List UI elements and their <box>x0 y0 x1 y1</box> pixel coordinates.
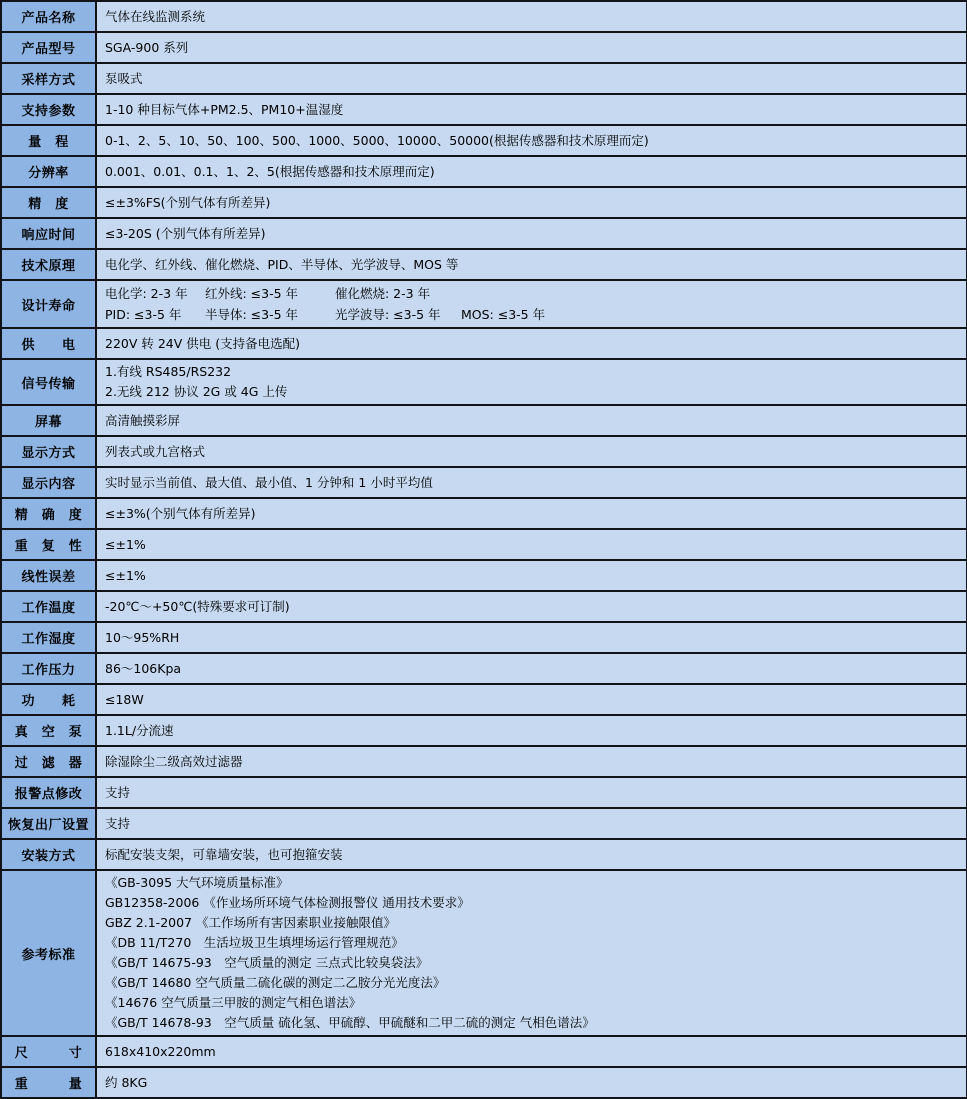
spec-value-text: 1-10 种目标气体+PM2.5、PM10+温湿度 <box>105 101 344 117</box>
spec-value-line: 2.无线 212 协议 2G 或 4G 上传 <box>105 384 288 399</box>
spec-value <box>97 654 966 683</box>
spec-grid-cell: 催化燃烧: 2-3 年 <box>335 286 431 301</box>
spec-grid-cell: 半导体: ≤3-5 年 <box>205 307 299 322</box>
spec-value <box>97 437 966 466</box>
spec-value <box>97 592 966 621</box>
spec-label: 显示方式 <box>2 437 97 466</box>
spec-value-text: ≤±3%(个别气体有所差异) <box>105 505 256 521</box>
spec-row <box>2 281 966 329</box>
spec-label: 参考标准 <box>2 871 97 1035</box>
spec-row <box>2 685 966 716</box>
spec-row <box>2 95 966 126</box>
spec-value-text: ≤±3%FS(个别气体有所差异) <box>105 194 271 210</box>
spec-row <box>2 747 966 778</box>
spec-row <box>2 406 966 437</box>
spec-value <box>97 778 966 807</box>
spec-row <box>2 592 966 623</box>
spec-value <box>97 1037 966 1066</box>
spec-label: 功 耗 <box>2 685 97 714</box>
spec-value <box>97 188 966 217</box>
spec-row <box>2 360 966 406</box>
spec-label: 设计寿命 <box>2 281 97 327</box>
spec-value-text: 支持 <box>105 815 131 831</box>
spec-row <box>2 468 966 499</box>
spec-value-text: 220V 转 24V 供电 (支持备电选配) <box>105 335 301 351</box>
spec-value-text: -20℃～+50℃(特殊要求可订制) <box>105 598 290 614</box>
spec-value <box>97 329 966 358</box>
spec-row <box>2 623 966 654</box>
spec-value <box>97 685 966 714</box>
spec-value <box>97 468 966 497</box>
spec-value-text: 10～95%RH <box>105 629 180 645</box>
spec-value <box>97 499 966 528</box>
spec-label: 产品名称 <box>2 2 97 31</box>
spec-value <box>97 219 966 248</box>
spec-label: 分辨率 <box>2 157 97 186</box>
spec-value <box>97 281 966 327</box>
spec-value-text: 0-1、2、5、10、50、100、500、1000、5000、10000、50000(根据传感器和技术原理而定) <box>105 132 649 148</box>
spec-value <box>97 250 966 279</box>
spec-value <box>97 809 966 838</box>
spec-label: 重 复 性 <box>2 530 97 559</box>
spec-value <box>97 561 966 590</box>
spec-row <box>2 250 966 281</box>
spec-value <box>97 157 966 186</box>
spec-value-line: GBZ 2.1-2007 《工作场所有害因素职业接触限值》 <box>105 915 396 930</box>
spec-grid-cell: 电化学: 2-3 年 <box>105 286 188 301</box>
spec-label: 量 程 <box>2 126 97 155</box>
spec-label: 尺 寸 <box>2 1037 97 1066</box>
spec-row <box>2 33 966 64</box>
spec-label: 线性误差 <box>2 561 97 590</box>
spec-row <box>2 329 966 360</box>
spec-label: 重 量 <box>2 1068 97 1097</box>
spec-value <box>97 33 966 62</box>
spec-value-text: 618x410x220mm <box>105 1043 216 1059</box>
spec-value-line: 《14676 空气质量三甲胺的测定气相色谱法》 <box>105 995 362 1010</box>
spec-row <box>2 437 966 468</box>
spec-value-text: 列表式或九宫格式 <box>105 443 206 459</box>
spec-value-text: ≤±1% <box>105 536 146 552</box>
spec-label: 精 度 <box>2 188 97 217</box>
spec-label: 恢复出厂设置 <box>2 809 97 838</box>
spec-value-text: 实时显示当前值、最大值、最小值、1 分钟和 1 小时平均值 <box>105 474 433 490</box>
spec-value-line: 《DB 11/T270 生活垃圾卫生填埋场运行管理规范》 <box>105 935 404 950</box>
spec-value-text: 支持 <box>105 784 131 800</box>
spec-value-line: 《GB/T 14678-93 空气质量 硫化氢、甲硫醇、甲硫醚和二甲二硫的测定 气相色谱法》 <box>105 1015 595 1030</box>
spec-value <box>97 871 966 1035</box>
spec-row <box>2 654 966 685</box>
spec-label: 支持参数 <box>2 95 97 124</box>
spec-grid-cell: 红外线: ≤3-5 年 <box>205 286 299 301</box>
spec-value-text: 0.001、0.01、0.1、1、2、5(根据传感器和技术原理而定) <box>105 163 435 179</box>
spec-value-text: 电化学、红外线、催化燃烧、PID、半导体、光学波导、MOS 等 <box>105 256 459 272</box>
spec-value-line: 《GB/T 14675-93 空气质量的测定 三点式比较臭袋法》 <box>105 955 429 970</box>
spec-value <box>97 840 966 869</box>
spec-value <box>97 64 966 93</box>
spec-value <box>97 747 966 776</box>
spec-row <box>2 561 966 592</box>
spec-value-text: 标配安装支架，可靠墙安装，也可抱箍安装 <box>105 846 343 862</box>
spec-label: 精 确 度 <box>2 499 97 528</box>
spec-value-text: 约 8KG <box>105 1074 148 1090</box>
spec-value <box>97 623 966 652</box>
spec-row <box>2 716 966 747</box>
spec-value-text: 泵吸式 <box>105 70 143 86</box>
spec-label: 过 滤 器 <box>2 747 97 776</box>
spec-grid-cell: MOS: ≤3-5 年 <box>461 307 546 322</box>
spec-value-text: 高清触摸彩屏 <box>105 412 181 428</box>
spec-value <box>97 716 966 745</box>
spec-row <box>2 530 966 561</box>
spec-label: 信号传输 <box>2 360 97 404</box>
spec-row <box>2 64 966 95</box>
spec-value <box>97 2 966 31</box>
spec-value <box>97 530 966 559</box>
spec-value <box>97 95 966 124</box>
spec-row <box>2 157 966 188</box>
spec-value-text: 1.1L/分流速 <box>105 722 174 738</box>
spec-value-text: ≤3-20S (个别气体有所差异) <box>105 225 266 241</box>
spec-value <box>97 126 966 155</box>
spec-label: 报警点修改 <box>2 778 97 807</box>
spec-value-line: GB12358-2006 《作业场所环境气体检测报警仪 通用技术要求》 <box>105 895 470 910</box>
spec-label: 响应时间 <box>2 219 97 248</box>
spec-value-line: 《GB/T 14680 空气质量二硫化碳的测定二乙胺分光光度法》 <box>105 975 446 990</box>
spec-label: 工作压力 <box>2 654 97 683</box>
spec-grid-cell: PID: ≤3-5 年 <box>105 307 182 322</box>
spec-label: 工作温度 <box>2 592 97 621</box>
spec-value-text: 气体在线监测系统 <box>105 8 206 24</box>
spec-value <box>97 1068 966 1097</box>
spec-row <box>2 499 966 530</box>
spec-label: 屏幕 <box>2 406 97 435</box>
spec-label: 产品型号 <box>2 33 97 62</box>
spec-row <box>2 1037 966 1068</box>
spec-value-line: 1.有线 RS485/RS232 <box>105 364 232 379</box>
spec-value-text: ≤18W <box>105 691 144 707</box>
spec-value-text: ≤±1% <box>105 567 146 583</box>
spec-value-line <box>105 304 964 325</box>
spec-value-text: SGA-900 系列 <box>105 39 189 55</box>
spec-grid-cell: 光学波导: ≤3-5 年 <box>335 307 441 322</box>
spec-value-text: 除湿除尘二级高效过滤器 <box>105 753 243 769</box>
spec-row <box>2 219 966 250</box>
spec-row <box>2 809 966 840</box>
spec-label: 供 电 <box>2 329 97 358</box>
spec-label: 采样方式 <box>2 64 97 93</box>
spec-label: 安装方式 <box>2 840 97 869</box>
spec-row <box>2 840 966 871</box>
spec-value-line <box>105 283 964 304</box>
spec-label: 显示内容 <box>2 468 97 497</box>
spec-label: 真 空 泵 <box>2 716 97 745</box>
spec-value <box>97 406 966 435</box>
spec-label: 工作湿度 <box>2 623 97 652</box>
spec-row <box>2 778 966 809</box>
spec-value <box>97 360 966 404</box>
spec-value-line: 《GB-3095 大气环境质量标准》 <box>105 875 289 890</box>
spec-value-text: 86～106Kpa <box>105 660 182 676</box>
spec-row <box>2 188 966 219</box>
spec-row <box>2 2 966 33</box>
spec-row <box>2 126 966 157</box>
spec-label: 技术原理 <box>2 250 97 279</box>
spec-row <box>2 871 966 1037</box>
